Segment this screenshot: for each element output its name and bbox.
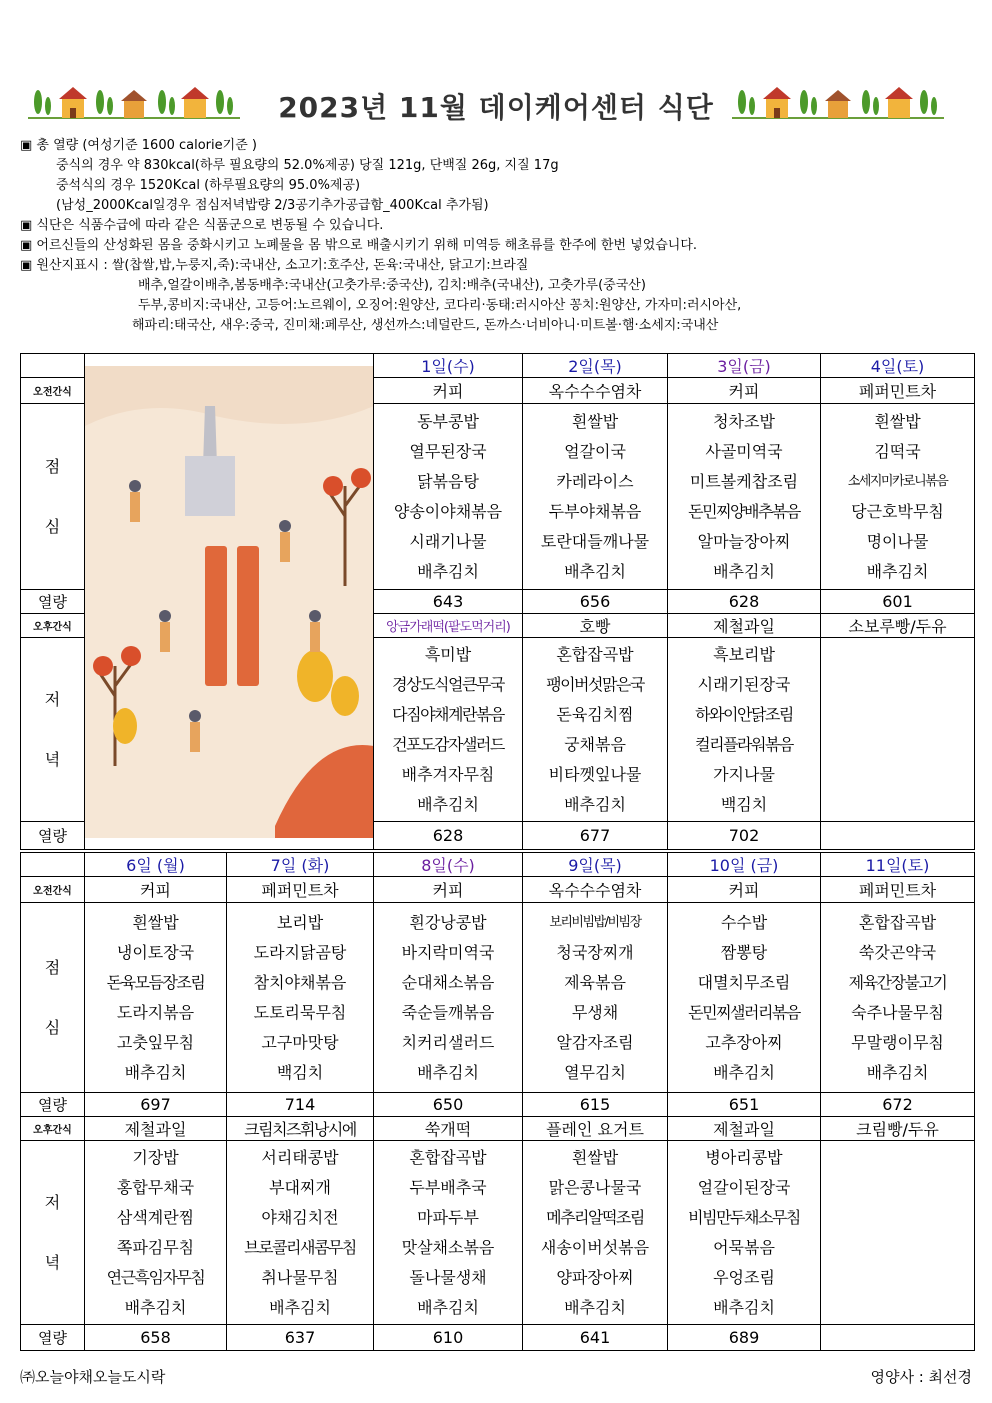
dish: 맛살채소볶음 (401, 1237, 495, 1257)
dish: 배추김치 (124, 1297, 187, 1317)
dish: 배추김치 (713, 1297, 775, 1317)
pm-snack-cell: 호빵 (523, 614, 668, 638)
dish: 하와이안닭조림 (695, 704, 793, 724)
dinner-cell-empty (821, 638, 975, 822)
pm-snack-cell: 제철과일 (668, 614, 821, 638)
dinner-cell (85, 1141, 227, 1325)
dish: 맑은콩나물국 (548, 1177, 642, 1197)
dish: 돈육김치찜 (556, 704, 634, 724)
am-snack-cell: 페퍼민트차 (227, 877, 374, 903)
notes (20, 136, 972, 336)
kcal-cell: 643 (374, 590, 523, 614)
day-header: 7일 (화) (227, 853, 374, 877)
kcal-cell: 697 (85, 1093, 227, 1117)
note-daily-kcal: 중석식의 경우 1520Kcal (하루필요량의 95.0%제공) (56, 178, 361, 193)
dish: 삼색계란찜 (116, 1207, 195, 1227)
lunch-cell (523, 404, 668, 590)
am-snack-label: 오전간식 (21, 877, 85, 903)
dish: 사골미역국 (705, 441, 783, 461)
menu-table-week2 (20, 852, 975, 1351)
lunch-cell (374, 903, 523, 1093)
dish: 어묵볶음 (713, 1237, 775, 1257)
am-snack-label: 오전간식 (21, 378, 85, 404)
week2-pm-snack-row (21, 1117, 975, 1141)
day-header: 6일 (월) (85, 853, 227, 877)
dish: 배추김치 (866, 1062, 929, 1082)
november-illustration-icon (85, 366, 374, 838)
dish: 도토리묵무침 (253, 1002, 347, 1022)
lunch-label-2: 심 (44, 1017, 61, 1037)
pm-snack-cell: 플레인 요거트 (523, 1117, 668, 1141)
kcal-cell: 702 (668, 822, 821, 850)
dish: 알마늘장아찌 (697, 531, 791, 551)
dish: 브로콜리새콤무침 (244, 1237, 356, 1257)
dinner-label-1: 저 (44, 689, 61, 709)
kcal-cell: 672 (821, 1093, 975, 1117)
week2-lunch-row (21, 903, 975, 1093)
kcal-cell (821, 822, 975, 850)
note-origin-2: 배추,얼갈이배추,봄동배추:국내산(고춧가루:중국산), 김치:배추(국내산), 고춧가루(중국산) (138, 278, 646, 293)
kcal-label: 열량 (21, 822, 85, 850)
am-snack-cell: 옥수수수염차 (523, 378, 668, 404)
dish: 짬뽕탕 (720, 942, 768, 962)
dish: 두부야채볶음 (548, 501, 642, 521)
day-header: 11일(토) (821, 853, 975, 877)
dish: 카레라이스 (556, 471, 634, 491)
note-calories: ▣ 총 열량 (여성기준 1600 calorie기준 ) (20, 138, 257, 153)
dish: 동부콩밥 (417, 411, 479, 431)
dish: 치커리샐러드 (401, 1032, 495, 1052)
kcal-cell: 650 (374, 1093, 523, 1117)
pm-snack-label: 오후간식 (21, 614, 85, 638)
lunch-cell (821, 404, 975, 590)
dish: 비빔만두채소무침 (688, 1207, 800, 1227)
corner-cell (21, 354, 85, 378)
dish: 열무된장국 (409, 441, 487, 461)
dinner-cell (227, 1141, 374, 1325)
lunch-cell (227, 903, 374, 1093)
dish: 배추김치 (564, 794, 626, 814)
lunch-label-2: 심 (44, 516, 61, 536)
lunch-label-1: 점 (44, 456, 61, 476)
dish: 수수밥 (720, 912, 768, 932)
lunch-label-1: 점 (44, 957, 61, 977)
dish: 죽순들깨볶음 (401, 1002, 495, 1022)
dish: 참치야채볶음 (253, 972, 347, 992)
kcal-cell: 628 (668, 590, 821, 614)
dish: 고추장아찌 (705, 1032, 783, 1052)
dish: 냉이토장국 (116, 942, 195, 962)
dish: 배추김치 (124, 1062, 187, 1082)
dish: 메추리알떡조림 (546, 1207, 644, 1227)
am-snack-cell: 커피 (374, 378, 523, 404)
note-origin: ▣ 원산지표시 : 쌀(찹쌀,밥,누룽지,죽):국내산, 소고기:호주산, 돈육:국내산, 닭고기:브라질 (20, 258, 529, 273)
week1-day-row (21, 354, 975, 378)
dish: 흰쌀밥 (874, 411, 921, 431)
dish: 혼합잡곡밥 (858, 912, 937, 932)
dish: 배추김치 (269, 1297, 331, 1317)
dinner-cell (668, 638, 821, 822)
november-illustration (85, 354, 374, 850)
week2-dinner-kcal-row (21, 1325, 975, 1351)
lunch-cell (523, 903, 668, 1093)
dish: 무생채 (571, 1002, 619, 1022)
pm-snack-label: 오후간식 (21, 1117, 85, 1141)
page-title: 2023년 11월 데이케어센터 식단 (278, 91, 714, 124)
dish: 마파두부 (417, 1207, 479, 1227)
dinner-label-2: 녁 (44, 749, 61, 769)
dish: 컬리플라워볶음 (695, 734, 793, 754)
dish: 쪽파김무침 (116, 1237, 195, 1257)
company-name: ㈜오늘야채오늘도시락 (20, 1368, 166, 1386)
dish: 미트볼케찹조림 (689, 471, 799, 491)
dish: 무말랭이무침 (851, 1032, 944, 1052)
kcal-cell: 658 (85, 1325, 227, 1351)
dish: 우엉조림 (713, 1267, 775, 1287)
kcal-cell: 651 (668, 1093, 821, 1117)
dish: 홍합무채국 (116, 1177, 195, 1197)
day-header: 8일(수) (374, 853, 523, 877)
dish: 돌나물생채 (409, 1267, 487, 1287)
dish: 보리비빔밥/비빔장 (549, 914, 641, 930)
day-header: 10일 (금) (668, 853, 821, 877)
lunch-label (21, 404, 85, 590)
kcal-cell (821, 1325, 975, 1351)
dish: 경상도식얼큰무국 (392, 674, 504, 694)
dinner-cell (668, 1141, 821, 1325)
corner-cell (21, 853, 85, 877)
am-snack-cell: 커피 (668, 378, 821, 404)
kcal-cell: 641 (523, 1325, 668, 1351)
dish: 대멸치무조림 (697, 972, 791, 992)
pm-snack-cell: 제철과일 (668, 1117, 821, 1141)
kcal-cell: 637 (227, 1325, 374, 1351)
week2-lunch-kcal-row (21, 1093, 975, 1117)
dinner-label-1: 저 (44, 1192, 61, 1212)
dish: 혼합잡곡밥 (409, 1147, 487, 1167)
pm-snack-cell: 소보루빵/두유 (821, 614, 975, 638)
dish: 숙주나물무침 (851, 1002, 944, 1022)
pm-snack-cell: 쑥개떡 (374, 1117, 523, 1141)
dinner-label (21, 1141, 85, 1325)
dish: 혼합잡곡밥 (556, 644, 634, 664)
dish: 김떡국 (874, 441, 921, 461)
dish: 흰쌀밥 (571, 411, 619, 431)
dish: 도라지닭곰탕 (253, 942, 347, 962)
week2-dinner-row (21, 1141, 975, 1325)
am-snack-cell: 옥수수수염차 (523, 877, 668, 903)
dinner-cell (374, 638, 523, 822)
day-header: 3일(금) (668, 354, 821, 378)
pm-snack-cell: 앙금가래떡(팥도먹거리) (374, 614, 523, 638)
dish: 청차조밥 (713, 411, 775, 431)
week2-am-snack-row (21, 877, 975, 903)
dish: 궁채볶음 (564, 734, 626, 754)
dinner-cell (523, 1141, 668, 1325)
dish: 토란대들깨나물 (540, 531, 650, 551)
dish: 돈육모듬장조림 (106, 972, 205, 992)
title-row (20, 84, 972, 124)
am-snack-cell: 커피 (668, 877, 821, 903)
dish: 흰쌀밥 (571, 1147, 619, 1167)
dinner-cell (523, 638, 668, 822)
dish: 백김치 (720, 794, 768, 814)
lunch-cell (85, 903, 227, 1093)
kcal-cell: 628 (374, 822, 523, 850)
lunch-cell (668, 404, 821, 590)
dish: 팽이버섯맑은국 (546, 674, 644, 694)
kcal-cell: 610 (374, 1325, 523, 1351)
dish: 청국장찌개 (556, 942, 634, 962)
week2-day-row (21, 853, 975, 877)
pm-snack-cell: 크림빵/두유 (821, 1117, 975, 1141)
dish: 소세지미카로니볶음 (847, 473, 948, 489)
dish: 돈민찌양배추볶음 (688, 501, 800, 521)
dish: 흑미밥 (424, 644, 472, 664)
kcal-cell: 689 (668, 1325, 821, 1351)
note-origin-3: 두부,콩비지:국내산, 고등어:노르웨이, 오징어:원양산, 코다리·동태:러시아산 꽁치:원양산, 가자미:러시아산, (138, 298, 742, 313)
dish: 보리밥 (276, 912, 324, 932)
lunch-cell (668, 903, 821, 1093)
note-origin-4: 해파리:태국산, 새우:중국, 진미채:페루산, 생선까스:네덜란드, 돈까스·너비아니·미트볼·햄·소세지:국내산 (132, 318, 719, 333)
dish: 가지나물 (713, 764, 775, 784)
dish: 열무김치 (564, 1062, 626, 1082)
dish: 돈민찌샐러리볶음 (688, 1002, 800, 1022)
note-substitution: ▣ 식단은 식품수급에 따라 같은 식품군으로 변동될 수 있습니다. (20, 218, 384, 233)
dish: 기장밥 (132, 1147, 179, 1167)
lunch-cell (821, 903, 975, 1093)
kcal-label: 열량 (21, 590, 85, 614)
dish: 알감자조림 (556, 1032, 634, 1052)
dish: 야채김치전 (261, 1207, 339, 1227)
village-decoration-icon (732, 84, 944, 122)
dish: 얼갈이된장국 (697, 1177, 791, 1197)
dish: 배추겨자무침 (401, 764, 495, 784)
kcal-label: 열량 (21, 1325, 85, 1351)
dish: 바지락미역국 (401, 942, 495, 962)
dietitian-name: 영양사 : 최선경 (870, 1368, 972, 1386)
pm-snack-cell: 제철과일 (85, 1117, 227, 1141)
dish: 백김치 (276, 1062, 324, 1082)
dish: 새송이버섯볶음 (540, 1237, 650, 1257)
dish: 배추김치 (866, 561, 929, 581)
lunch-label (21, 903, 85, 1093)
dish: 배추김치 (713, 561, 775, 581)
dish: 병아리콩밥 (705, 1147, 783, 1167)
dish: 취나물무침 (261, 1267, 339, 1287)
note-male-kcal: (남성_2000Kcal일경우 점심저녁밥량 2/3공기추가공급함_400Kcal 추가됨) (56, 198, 489, 213)
dish: 연근흑임자무침 (106, 1267, 205, 1287)
dinner-label (21, 638, 85, 822)
note-lunch-kcal: 중식의 경우 약 830kcal(하루 필요량의 52.0%제공) 당질 121g, 단백질 26g, 지질 17g (56, 158, 559, 173)
dish: 비타껫잎나물 (548, 764, 642, 784)
dish: 부대찌개 (269, 1177, 331, 1197)
dish: 배추김치 (713, 1062, 775, 1082)
dinner-cell (374, 1141, 523, 1325)
am-snack-cell: 커피 (374, 877, 523, 903)
day-header: 1일(수) (374, 354, 523, 378)
dish: 배추김치 (417, 1062, 479, 1082)
dish: 고구마맛탕 (261, 1032, 339, 1052)
dish: 흑보리밥 (713, 644, 775, 664)
kcal-cell: 601 (821, 590, 975, 614)
dish: 쑥갓곤약국 (858, 942, 937, 962)
dish: 배추김치 (417, 561, 479, 581)
day-header: 9일(목) (523, 853, 668, 877)
am-snack-cell: 페퍼민트차 (821, 877, 975, 903)
dish: 양송이야채볶음 (393, 501, 503, 521)
dish: 제육간장불고기 (848, 972, 947, 992)
dish: 고춧잎무침 (116, 1032, 195, 1052)
kcal-cell: 615 (523, 1093, 668, 1117)
kcal-cell: 677 (523, 822, 668, 850)
menu-table (20, 353, 975, 850)
dish: 서리태콩밥 (261, 1147, 339, 1167)
dish: 순대채소볶음 (401, 972, 495, 992)
dish: 다짐야채계란볶음 (392, 704, 504, 724)
am-snack-cell: 커피 (85, 877, 227, 903)
day-header: 2일(목) (523, 354, 668, 378)
day-header: 4일(토) (821, 354, 975, 378)
dish: 시래기나물 (409, 531, 487, 551)
am-snack-cell: 페퍼민트차 (821, 378, 975, 404)
dish: 흰쌀밥 (132, 912, 179, 932)
pm-snack-cell: 크림치즈휘낭시에 (227, 1117, 374, 1141)
dinner-cell-empty (821, 1141, 975, 1325)
kcal-label: 열량 (21, 1093, 85, 1117)
dish: 흰강낭콩밥 (409, 912, 487, 932)
dish: 배추김치 (417, 794, 479, 814)
dish: 배추김치 (564, 561, 626, 581)
note-seaweed: ▣ 어르신들의 산성화된 몸을 중화시키고 노폐물을 몸 밖으로 배출시키기 위해 미역등 해초류를 한주에 한번 넣었습니다. (20, 238, 698, 253)
dish: 당근호박무침 (851, 501, 944, 521)
dish: 건포도감자샐러드 (392, 734, 504, 754)
kcal-cell: 714 (227, 1093, 374, 1117)
dinner-label-2: 녁 (44, 1252, 61, 1272)
dish: 두부배추국 (409, 1177, 487, 1197)
dish: 얼갈이국 (564, 441, 626, 461)
dish: 제육볶음 (564, 972, 626, 992)
dish: 닭볶음탕 (417, 471, 479, 491)
dish: 시래기된장국 (697, 674, 791, 694)
dish: 명이나물 (866, 531, 929, 551)
dish: 양파장아찌 (556, 1267, 634, 1287)
dish: 배추김치 (417, 1297, 479, 1317)
dish: 배추김치 (564, 1297, 626, 1317)
dish: 도라지볶음 (116, 1002, 195, 1022)
lunch-cell (374, 404, 523, 590)
kcal-cell: 656 (523, 590, 668, 614)
